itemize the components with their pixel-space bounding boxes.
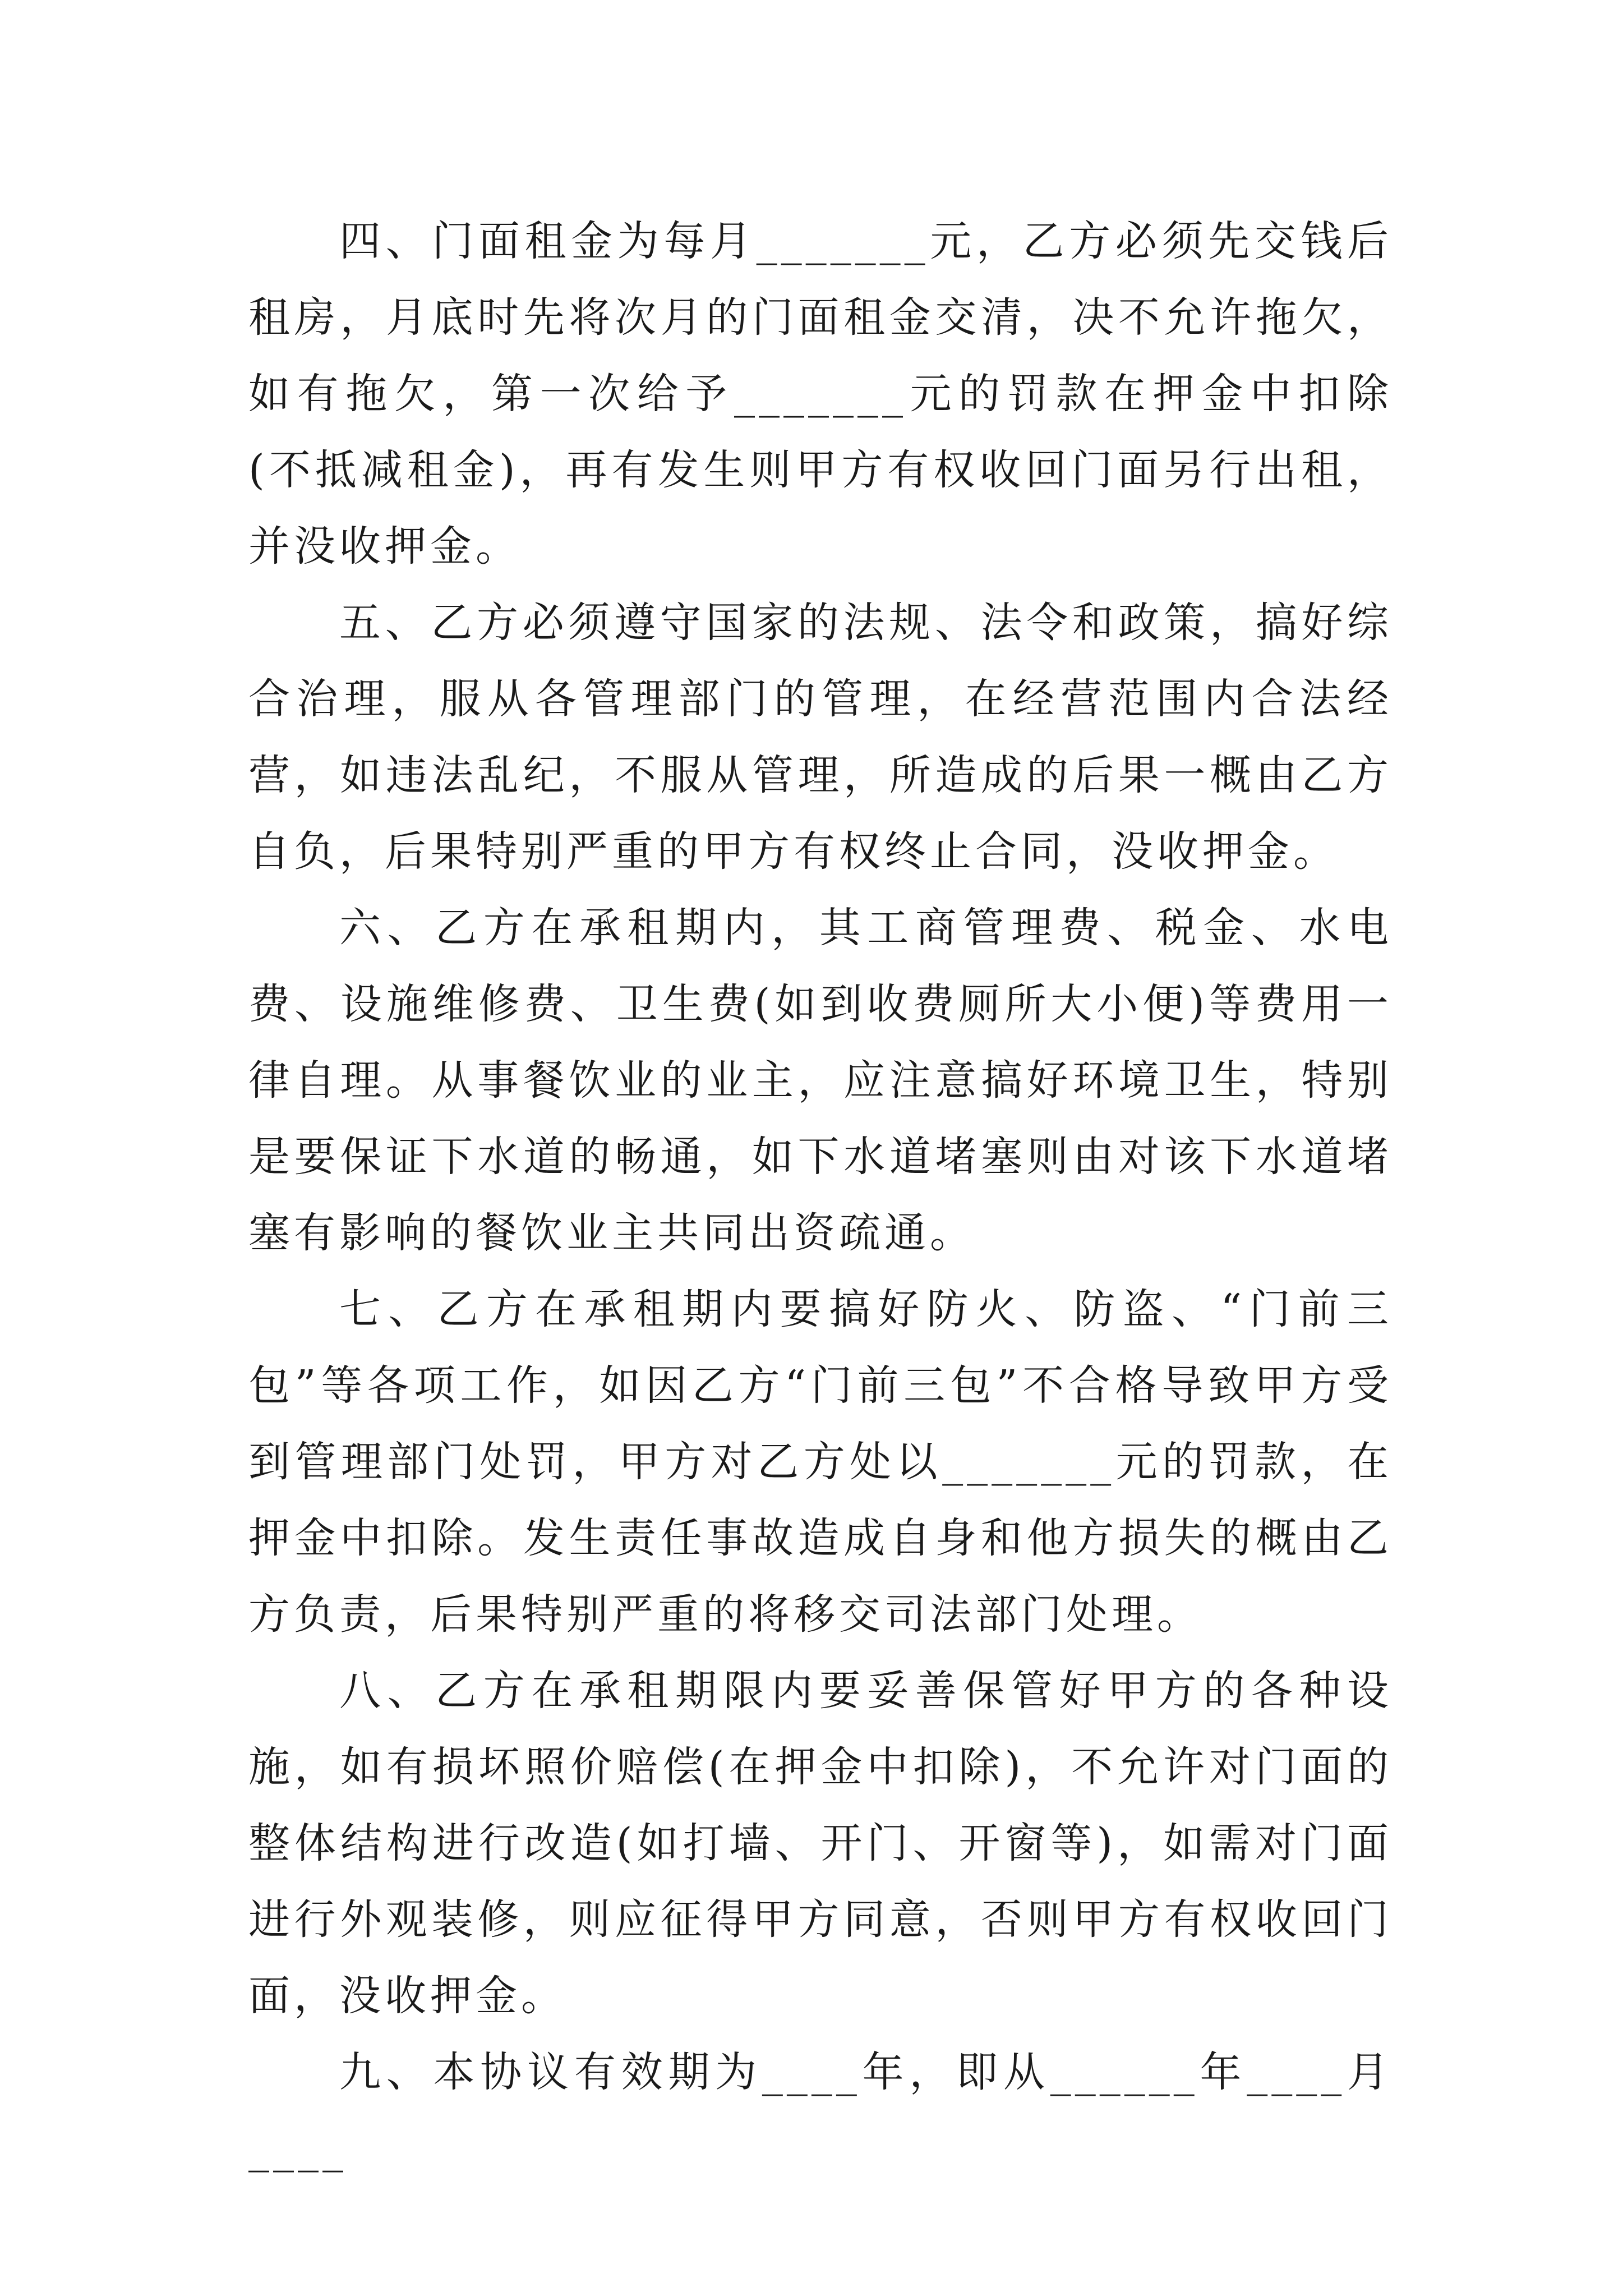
clause-4-paragraph: 四、门面租金为每月_______元，乙方必须先交钱后租房，月底时先将次月的门面租金交清，决不允许拖欠，如有拖欠，第一次给予_______元的罚款在押金中扣除(不抵减租金)，再有发生则甲方有权收回门面另行出租，并没收押金。 [248, 217, 1393, 570]
clause-6-paragraph: 六、乙方在承租期内，其工商管理费、税金、水电费、设施维修费、卫生费(如到收费厕所大小便)等费用一律自理。从事餐饮业的业主，应注意搞好环境卫生，特别是要保证下水道的畅通，如下水道堵塞则由对该下水道堵塞有影响的餐饮业主共同出资疏通。 [248, 904, 1393, 1257]
clause-7-paragraph: 七、乙方在承租期内要搞好防火、防盗、“门前三包”等各项工作，如因乙方“门前三包”不合格导致甲方受到管理部门处罚，甲方对乙方处以_______元的罚款，在押金中扣除。发生责任事故造成自身和他方损失的概由乙方负责，后果特别严重的将移交司法部门处理。 [248, 1285, 1393, 1639]
contract-body [248, 203, 1393, 2187]
clause-5-paragraph: 五、乙方必须遵守国家的法规、法令和政策，搞好综合治理，服从各管理部门的管理，在经营范围内合法经营，如违法乱纪，不服从管理，所造成的后果一概由乙方自负，后果特别严重的甲方有权终止合同，没收押金。 [248, 599, 1393, 876]
clause-8-paragraph: 八、乙方在承租期限内要妥善保管好甲方的各种设施，如有损坏照价赔偿(在押金中扣除)，不允许对门面的整体结构进行改造(如打墙、开门、开窗等)，如需对门面进行外观装修，则应征得甲方同意，否则甲方有权收回门面，没收押金。 [248, 1667, 1393, 2020]
clause-9-paragraph: 九、本协议有效期为____年，即从______年____月____ [248, 2048, 1393, 2173]
